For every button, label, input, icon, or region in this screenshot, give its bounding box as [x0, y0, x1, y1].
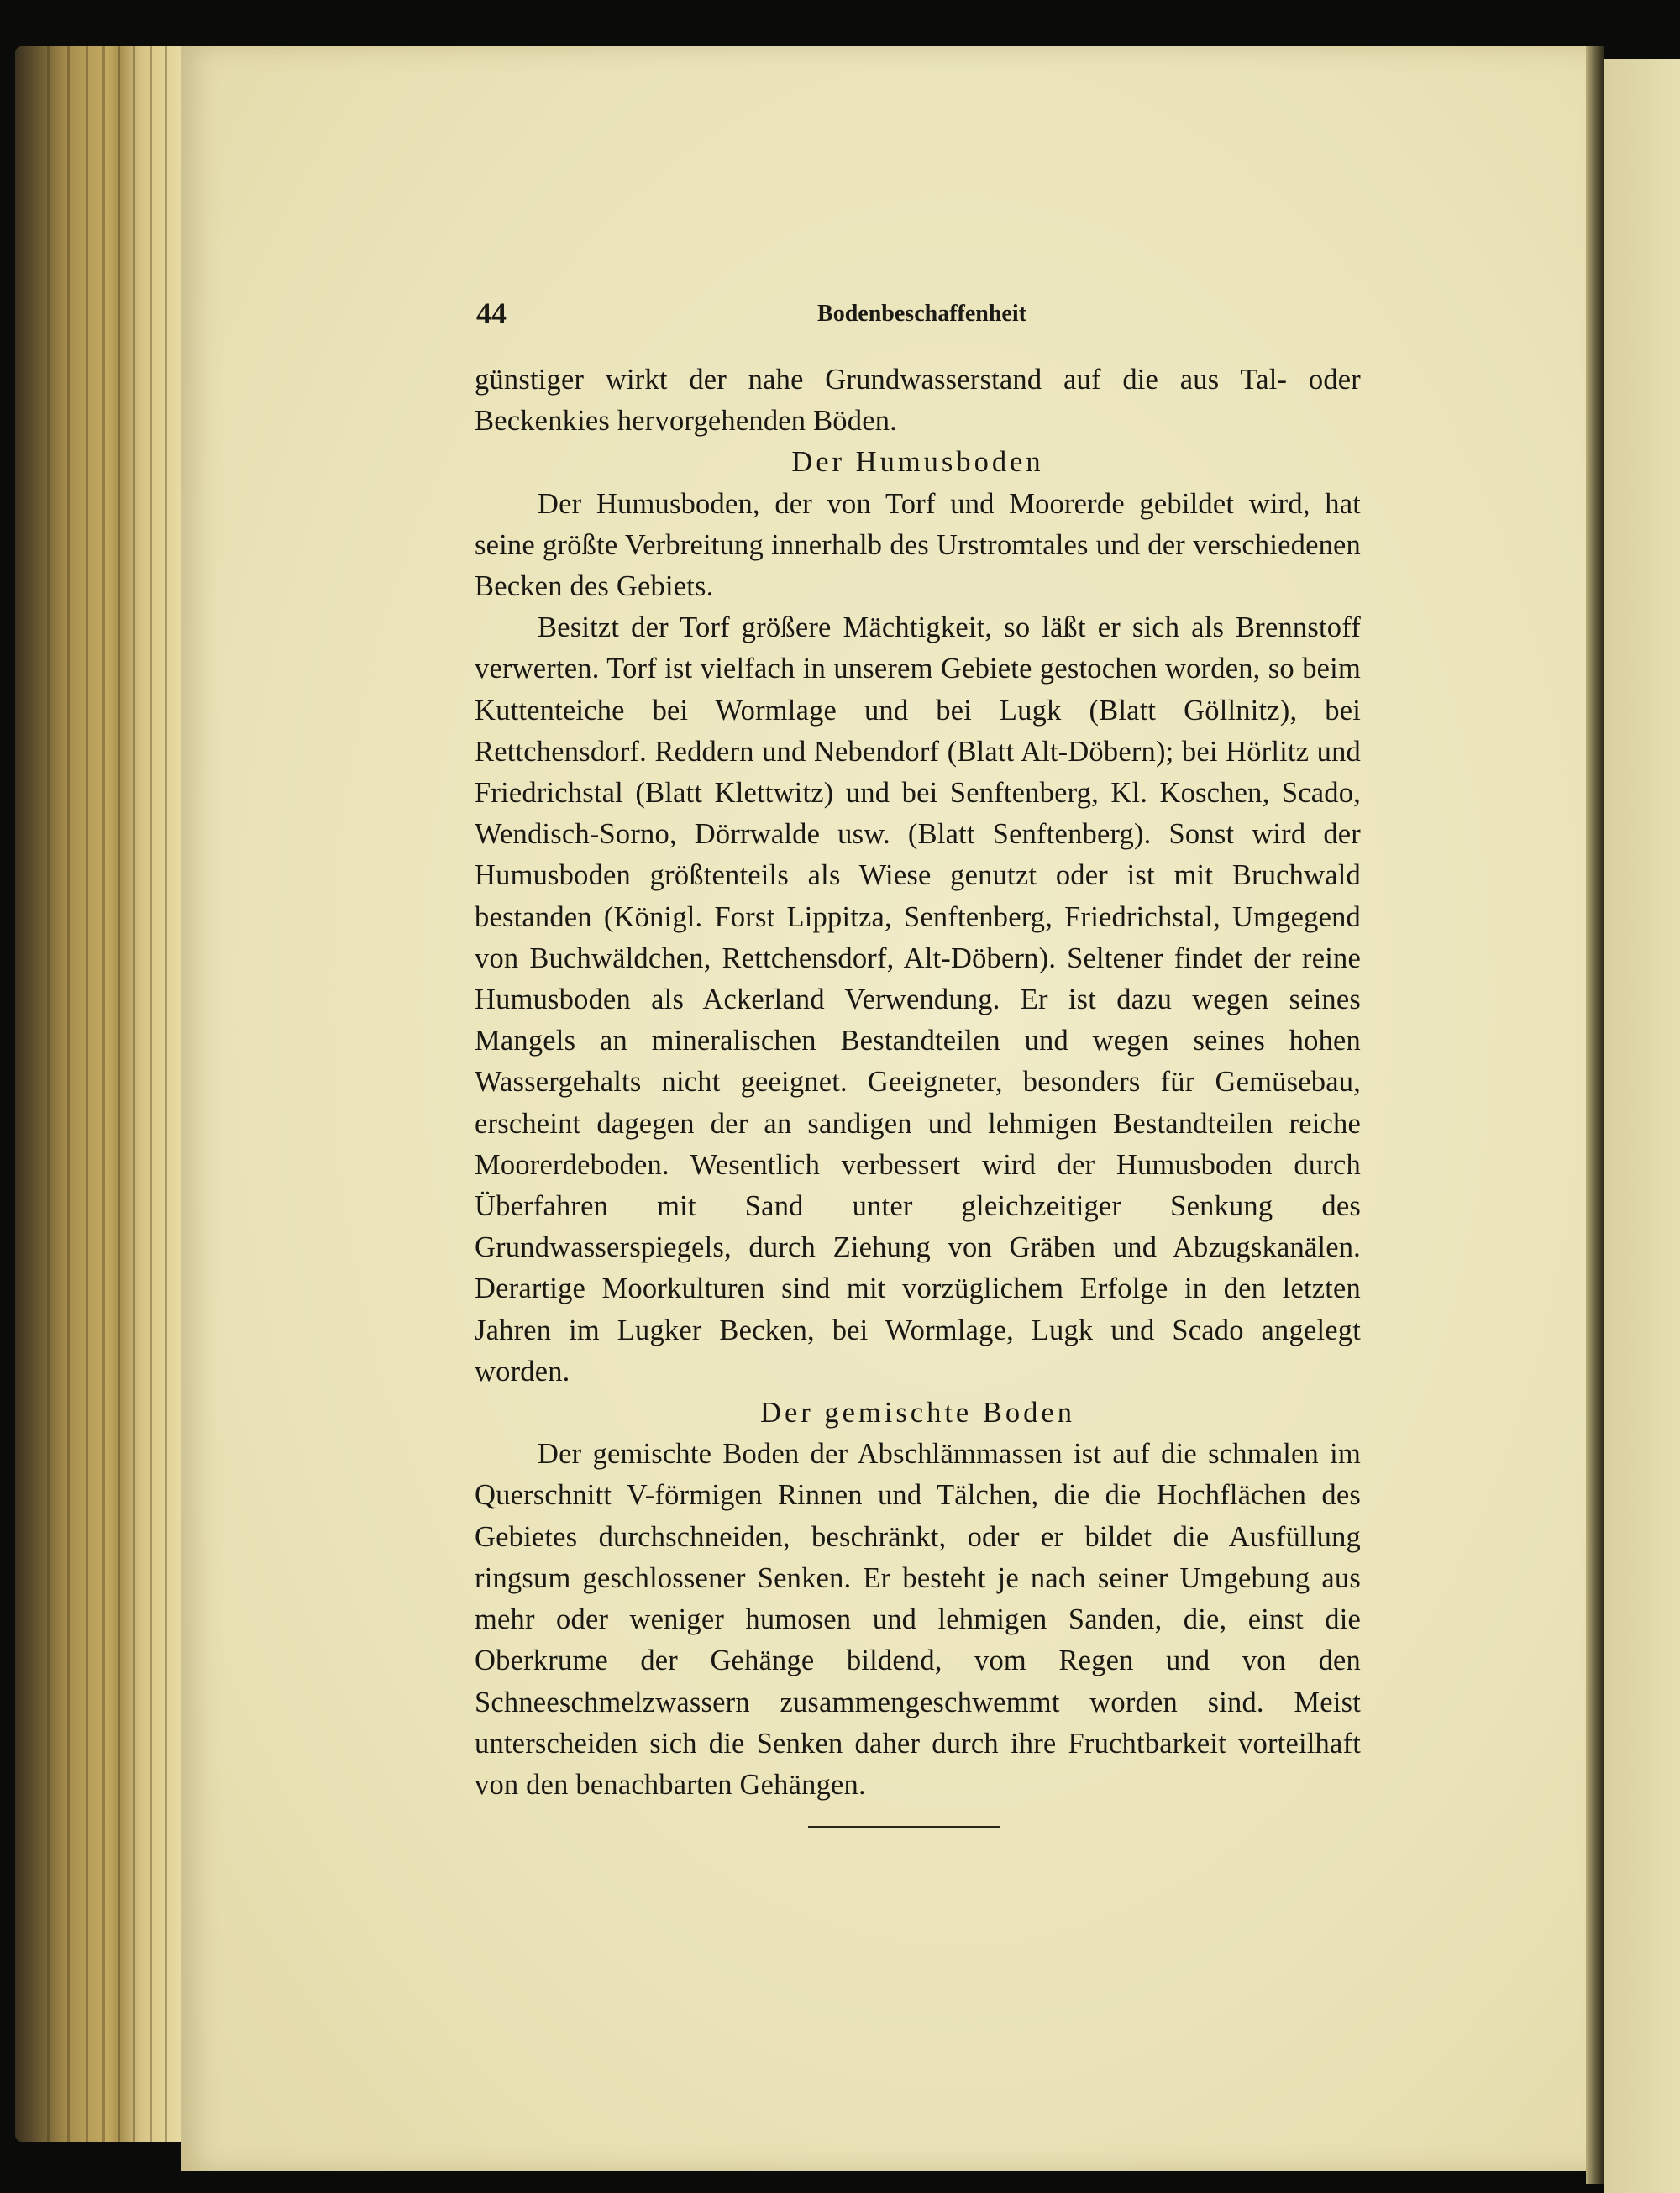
book-gutter	[1586, 46, 1604, 2184]
section-heading-humusboden: Der Humusboden	[791, 446, 1044, 479]
page-edges	[15, 46, 187, 2142]
paragraph-humus-2: Besitzt der Torf größere Mächtigkeit, so läßt er sich als Brennstoff verwerten. Torf ist vielfach in unserem Gebiete gestochen worden, so beim Kuttenteiche bei Wormlage und bei Lugk (Blatt Göllnitz), bei Rettchensdorf. Reddern und Nebendorf (Blatt Alt-Döbern); bei Hörlitz und Friedrichstal (Blatt Klettwitz) und bei Senftenberg, Kl. Koschen, Scado, Wendisch-Sorno, Dörrwalde usw. (Blatt Senftenberg). Sonst wird der Humusboden größtenteils als Wiese genutzt oder ist mit Bruchwald bestanden (Königl. Forst Lippitza, Senftenberg, Friedrichstal, Umgegend von Buchwäldchen, Rettchensdorf, Alt-Döbern). Seltener findet der reine Humusboden als Ackerland Verwendung. Er ist dazu wegen seines Mangels an mineralischen Bestandteilen und wegen seines hohen Wassergehalts nicht geeignet. Geeigneter, besonders für Gemüsebau, erscheint dagegen der an sandigen und lehmigen Bestandteilen reiche Moorerdeboden. Wesentlich verbessert wird der Humusboden durch Überfahren mit Sand unter gleichzeitiger Senkung des Grundwasserspiegels, durch Ziehung von Gräben und Abzugskanälen. Derartige Moorkulturen sind mit vorzüglichem Erfolge in den letzten Jahren im Lugker Becken, bei Wormlage, Lugk und Scado angelegt worden.	[475, 611, 1361, 1388]
paragraph-intro: günstiger wirkt der nahe Grundwasserstand auf die aus Tal- oder Beckenkies hervorgehenden Böden.	[475, 364, 1361, 438]
facing-page-edge	[1604, 59, 1680, 2193]
running-head	[294, 296, 1365, 336]
page-number: 44	[476, 296, 507, 330]
section-heading-gemischter-boden: Der gemischte Boden	[760, 1397, 1075, 1430]
paragraph-humus-1: Der Humusboden, der von Torf und Moorerde gebildet wird, hat seine größte Verbreitung innerhalb des Urstromtales und der verschiedenen Becken des Gebiets.	[475, 487, 1361, 603]
end-rule	[808, 1826, 1000, 1828]
paragraph-gemischt: Der gemischte Boden der Abschlämmassen ist auf die schmalen im Querschnitt V-förmigen Rinnen und Tälchen, die die Hochflächen des Gebietes durchschneiden, beschränkt, oder er bildet die Ausfüllung ringsum geschlossener Senken. Er besteht je nach seiner Umgebung aus mehr oder weniger humosen und lehmigen Sanden, die, einst die Oberkrume der Gehänge bildend, vom Regen und von den Schneeschmelzwassern zusammengeschwemmt worden sind. Meist unterscheiden sich die Senken daher durch ihre Fruchtbarkeit vorteilhaft von den benachbarten Gehängen.	[475, 1438, 1361, 1801]
page-body	[475, 359, 1361, 1806]
running-title: Bodenbeschaffenheit	[817, 301, 1026, 327]
